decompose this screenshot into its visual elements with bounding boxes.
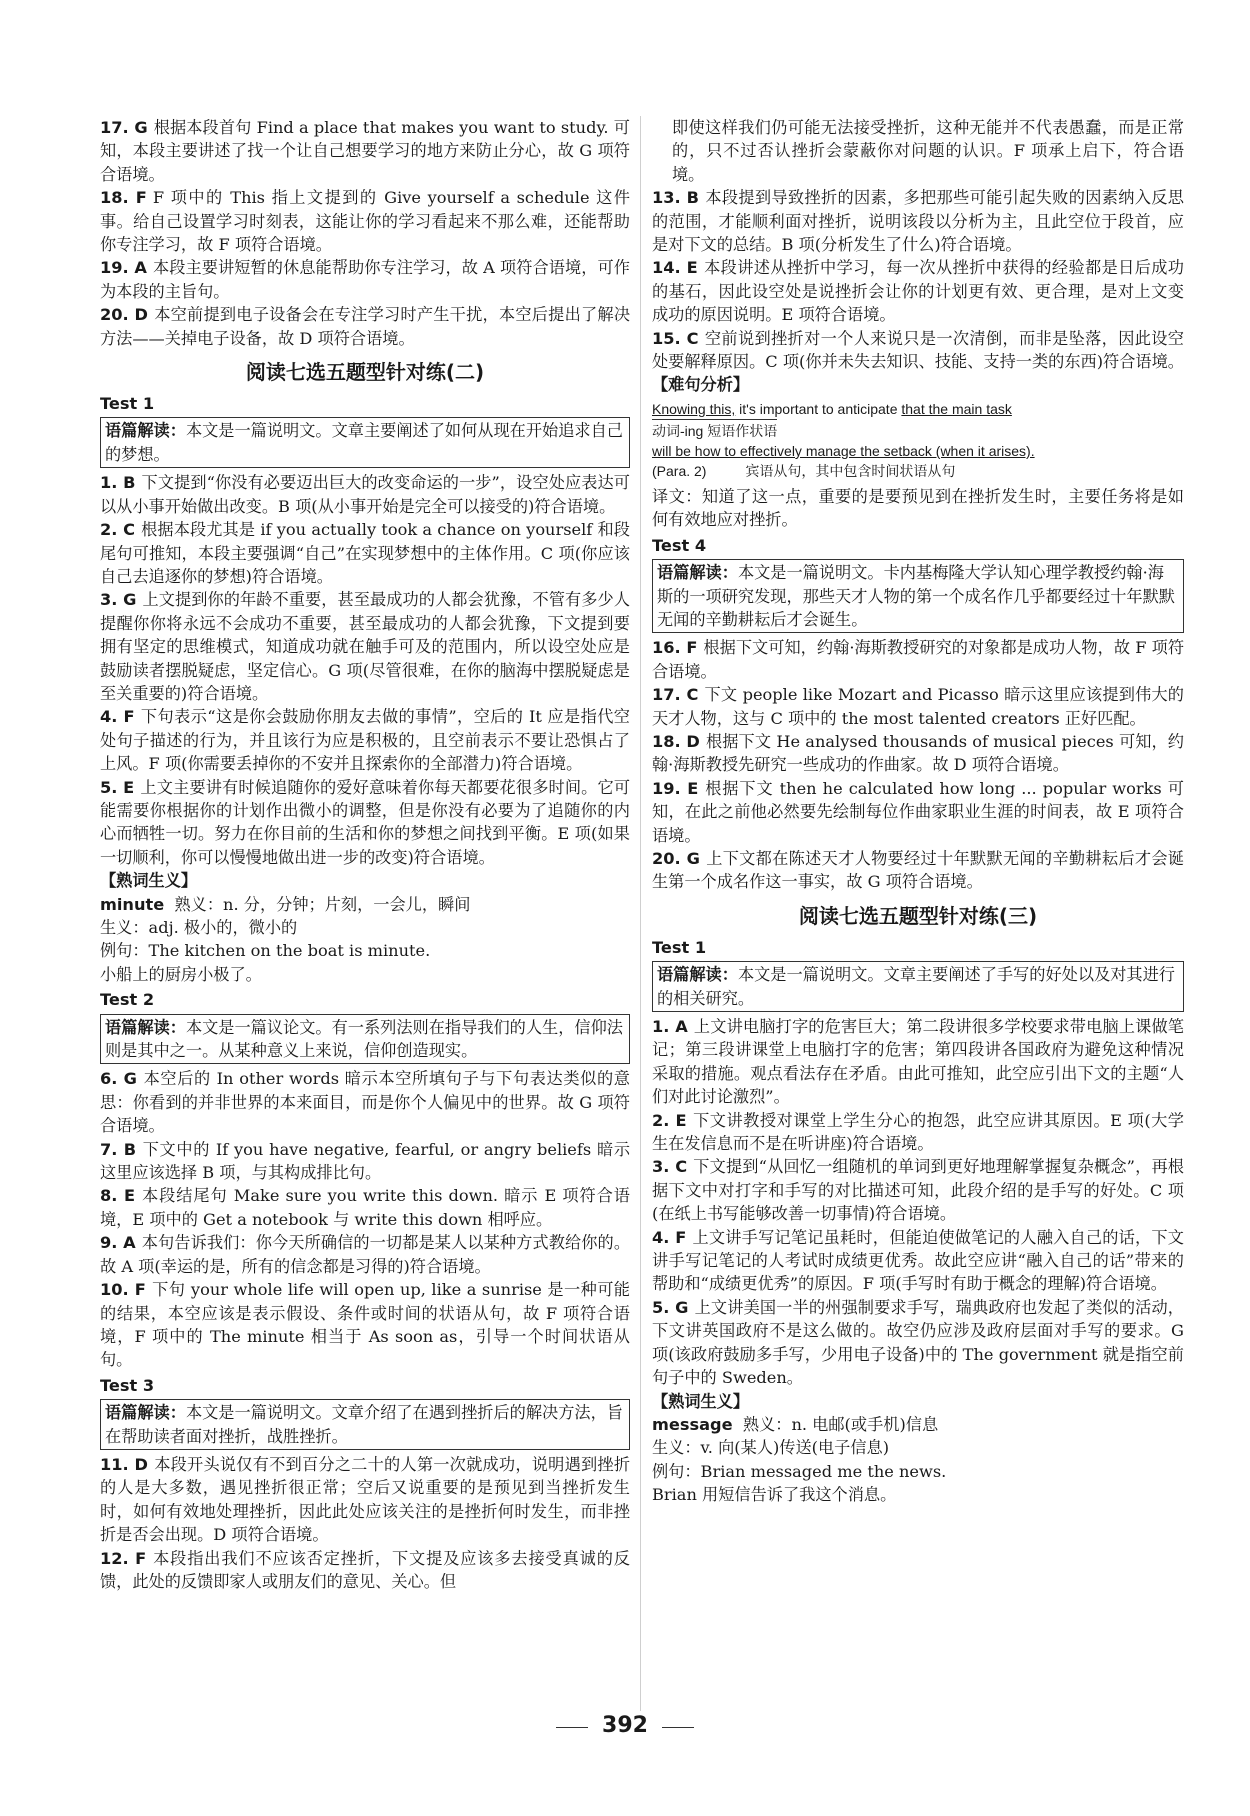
vocab-block-message bbox=[652, 1390, 1184, 1507]
answer-number: 3. G bbox=[100, 590, 137, 610]
test4-passage-box bbox=[652, 559, 1184, 633]
answer-item bbox=[652, 1226, 1184, 1296]
answer-item bbox=[100, 1453, 630, 1547]
vocab-block-minute bbox=[100, 869, 630, 986]
diagram-para: (Para. 2) bbox=[652, 462, 707, 479]
passage-head: 语篇解读： bbox=[657, 965, 738, 985]
test2-answer-list bbox=[100, 1067, 630, 1371]
answer-item bbox=[652, 1296, 1184, 1390]
answer-item bbox=[652, 683, 1184, 730]
answer-explanation: 上文提到你的年龄不重要，甚至最成功的人都会犹豫，不管有多少人提醒你你将永远不会成功不重要，甚至最成功的人都会犹豫，下文提到要拥有坚定的思维模式，知道成功就在触手可及的范围内，所以设空处应是鼓励读者摆脱疑虑，坚定信心。G 项(尽管很难，在你的脑海中摆脱疑虑是至关重要的)符合语境。 bbox=[100, 590, 630, 703]
translation: 译文：知道了这一点，重要的是要预见到在挫折发生时，主要任务将是如何有效地应对挫折。 bbox=[652, 486, 1184, 530]
answer-number: 1. A bbox=[652, 1017, 688, 1036]
vocab-heading: 【熟词生义】 bbox=[652, 1391, 750, 1411]
answer-item bbox=[100, 1138, 630, 1185]
answer-number: 10. F bbox=[100, 1280, 146, 1300]
vocab-familiar: 熟义：n. 电邮(或手机)信息 bbox=[742, 1414, 939, 1434]
answer-number: 16. F bbox=[652, 638, 698, 658]
answer-item bbox=[652, 1015, 1184, 1109]
answer-explanation: 本段主要讲短暂的休息能帮助你专注学习，故 A 项符合语境，可作为本段的主旨句。 bbox=[100, 258, 630, 301]
answer-explanation: 下文 people like Mozart and Picasso 暗示这里应该提到伟大的天才人物，这与 C 项中的 the most talented creators 正好匹配。 bbox=[652, 685, 1184, 728]
answer-explanation: 空前说到挫折对一个人来说只是一次清倒，而非是坠落，因此设空处要解释原因。C 项(你并未失去知识、技能、支持一类的东西)符合语境。 bbox=[652, 328, 1184, 372]
answer-number: 17. C bbox=[652, 685, 699, 705]
answer-number: 20. D bbox=[100, 305, 148, 325]
answer-number: 5. E bbox=[100, 777, 135, 797]
answer-item bbox=[652, 1109, 1184, 1156]
answer-number: 18. D bbox=[652, 731, 700, 751]
continued-text: 即使这样我们仍可能无法接受挫折，这种无能并不代表愚蠢，而是正常的，只不过否认挫折会蒙蔽你对问题的认识。F 项承上启下，符合语境。 bbox=[672, 118, 1184, 184]
answer-number: 4. F bbox=[100, 707, 135, 727]
answer-explanation: 根据本段首句 Find a place that makes you want to study. 可知，本段主要讲述了找一个让自己想要学习的地方来防止分心，故 G 项符合语境。 bbox=[100, 118, 630, 184]
answer-list-top bbox=[100, 116, 630, 350]
footer-dash-left bbox=[556, 1727, 588, 1728]
answer-explanation: 本段指出我们不应该否定挫折，下文提及应该多去接受真诚的反馈，此处的反馈即家人或朋友们的意见、关心。但 bbox=[100, 1548, 630, 1591]
answer-item bbox=[652, 730, 1184, 777]
section-title-2: 阅读七选五题型针对练(二) bbox=[245, 360, 485, 385]
answer-item bbox=[100, 776, 630, 870]
answer-item bbox=[100, 1184, 630, 1231]
passage-head: 语篇解读： bbox=[657, 563, 738, 583]
answer-number: 15. C bbox=[652, 328, 699, 348]
diagram-label-2: 宾语从句，其中包含时间状语从句 bbox=[745, 462, 956, 479]
passage-text: 本文是一篇说明文。文章主要阐述了如何从现在开始追求自己的梦想。 bbox=[105, 421, 623, 464]
answer-number: 8. E bbox=[100, 1186, 136, 1206]
answer-item bbox=[100, 256, 630, 303]
answer-item bbox=[100, 303, 630, 350]
passage-head: 语篇解读： bbox=[105, 421, 186, 441]
passage-text: 本文是一篇说明文。文章主要阐述了手写的好处以及对其进行的相关研究。 bbox=[657, 965, 1175, 1008]
answer-number: 17. G bbox=[100, 118, 148, 137]
vocab-word: message bbox=[652, 1414, 733, 1434]
vocab-example-cn: 小船上的厨房小极了。 bbox=[100, 964, 262, 984]
answer-number: 6. G bbox=[100, 1069, 137, 1089]
answer-item bbox=[652, 636, 1184, 683]
passage-head: 语篇解读： bbox=[105, 1017, 186, 1037]
test3-answer-list-cont bbox=[652, 186, 1184, 373]
answer-explanation: 下文中的 If you have negative, fearful, or angry beliefs 暗示这里应该选择 B 项，与其构成排比句。 bbox=[100, 1139, 631, 1183]
answer-explanation: 本空后的 In other words 暗示本空所填句子与下句表达类似的意思：你看到的并非世界的本来面目，而是你个人偏见中的世界。故 G 项符合语境。 bbox=[100, 1069, 630, 1136]
answer-item bbox=[100, 1547, 630, 1594]
answer-explanation: 下文提到“从回忆一组随机的单词到更好地理解掌握复杂概念”，再根据下文中对打字和手写的对比描述可知，此段介绍的是手写的好处。C 项(在纸上书写能够改善一切事情)符合语境。 bbox=[652, 1157, 1184, 1224]
answer-number: 3. C bbox=[652, 1157, 688, 1177]
answer-number: 4. F bbox=[652, 1227, 687, 1247]
answer-explanation: 本段讲述从挫折中学习，每一次从挫折中获得的经验都是日后成功的基石，因此设空处是说挫折会让你的计划更有效、更合理，是对上文变成功的原因说明。E 项符合语境。 bbox=[652, 258, 1184, 325]
answer-item bbox=[100, 1067, 630, 1137]
test4-answer-list bbox=[652, 636, 1184, 893]
test1-label: Test 1 bbox=[100, 394, 155, 414]
vocab-example-cn: Brian 用短信告诉了我这个消息。 bbox=[652, 1485, 897, 1505]
answer-number: 1. B bbox=[100, 473, 136, 493]
answer-explanation: 下句表示“这是你会鼓励你朋友去做的事情”，空后的 It 应是指代空处句子描述的行为，并且该行为应是积极的，且空前表示不要让恐惧占了上风。F 项(你需要丢掉你的不安并且探索你的全部潜力)符合语境。 bbox=[100, 707, 630, 774]
answer-explanation: 下文提到“你没有必要迈出巨大的改变命运的一步”，设空处应表达可以从小事开始做出改变。B 项(从小事开始是完全可以接受的)符合语境。 bbox=[100, 473, 630, 516]
answer-number: 19. A bbox=[100, 258, 147, 278]
answer-number: 9. A bbox=[100, 1233, 136, 1253]
answer-item bbox=[100, 705, 630, 775]
test1-answer-list bbox=[100, 471, 630, 869]
answer-number: 2. E bbox=[652, 1110, 687, 1130]
answer-explanation: 本句告诉我们：你今天所确信的一切都是某人以某种方式教给你的。故 A 项(幸运的是，所有的信念都是习得的)符合语境。 bbox=[100, 1233, 631, 1276]
answer-explanation: 上文讲美国一半的州强制要求手写，瑞典政府也发起了类似的活动，下文讲英国政府不是这么做的。故空仍应涉及政府层面对手写的要求。G 项(该政府鼓励多手写，少用电子设备)中的 The government 就是指空前句子中的 Sweden。 bbox=[652, 1297, 1184, 1388]
answer-number: 2. C bbox=[100, 520, 136, 540]
answer-number: 14. E bbox=[652, 258, 698, 278]
answer-explanation: 根据下文 He analysed thousands of musical pieces 可知，约翰·海斯教授先研究一些成功的作曲家。故 D 项符合语境。 bbox=[652, 731, 1184, 775]
test2-label: Test 2 bbox=[100, 990, 155, 1010]
right-column bbox=[652, 116, 1184, 1507]
test1-passage-box bbox=[100, 417, 630, 468]
answer-explanation: 根据本段尤其是 if you actually took a chance on yourself 和段尾句可推知，本段主要强调“自己”在实现梦想中的主体作用。C 项(你应该自己去追逐你的梦想)符合语境。 bbox=[100, 520, 630, 586]
test2-passage-box bbox=[100, 1014, 630, 1065]
vocab-heading: 【熟词生义】 bbox=[100, 871, 198, 891]
answer-explanation: 上文主要讲有时候追随你的爱好意味着你每天都要花很多时间。它可能需要你根据你的计划作出微小的调整，但是你没有必要为了追随你的内心而牺牲一切。努力在你目前的生活和你的梦想之间找到平衡。E 项(如果一切顺利，你可以慢慢地做出进一步的改变)符合语境。 bbox=[100, 777, 631, 867]
difficult-sentence-heading: 【难句分析】 bbox=[652, 375, 750, 395]
answer-item bbox=[100, 116, 630, 186]
answer-item bbox=[100, 518, 630, 588]
page-number: 392 bbox=[602, 1713, 648, 1738]
answer-explanation: 上下文都在陈述天才人物要经过十年默默无闻的辛勤耕耘后才会诞生第一个成名作这一事实，故 G 项符合语境。 bbox=[652, 848, 1184, 892]
diagram-phrase-2: it's important to anticipate bbox=[735, 400, 902, 417]
answer-item bbox=[652, 847, 1184, 894]
vocab-familiar: 熟义：n. 分，分钟；片刻，一会儿，瞬间 bbox=[174, 894, 471, 914]
answer-explanation: 根据下文 then he calculated how long ... popular works 可知，在此之前他必然要先绘制每位作曲家职业生涯的时间表，故 E 项符合语境。 bbox=[652, 778, 1184, 845]
answer-item bbox=[100, 186, 630, 256]
answer-number: 7. B bbox=[100, 1139, 137, 1159]
answer-item bbox=[100, 471, 630, 518]
answer-explanation: 下文讲教授对课堂上学生分心的抱怨，此空应讲其原因。E 项(大学生在发信息而不是在听讲座)符合语境。 bbox=[652, 1110, 1184, 1154]
column-divider bbox=[640, 116, 641, 1711]
section-title-3: 阅读七选五题型针对练(三) bbox=[798, 903, 1038, 928]
answer-number: 19. E bbox=[652, 778, 699, 798]
answer-item bbox=[652, 186, 1184, 256]
vocab-word: minute bbox=[100, 894, 165, 914]
passage-text: 本文是一篇议论文。有一系列法则在指导我们的人生，信仰法则是其中之一。从某种意义上来说，信仰创造现实。 bbox=[105, 1017, 623, 1061]
passage-text: 本文是一篇说明文。文章介绍了在遇到挫折后的解决方法，旨在帮助读者面对挫折，战胜挫折。 bbox=[105, 1403, 623, 1446]
answer-number: 13. B bbox=[652, 188, 699, 208]
sentence-diagram bbox=[652, 399, 1184, 481]
vocab-new: 生义：v. 向(某人)传送(电子信息) bbox=[652, 1438, 890, 1458]
page-footer bbox=[0, 1714, 1250, 1738]
passage-head: 语篇解读： bbox=[105, 1403, 186, 1423]
diagram-phrase-3: that the main task bbox=[901, 400, 1012, 417]
test1b-answer-list bbox=[652, 1015, 1184, 1390]
answer-number: 12. F bbox=[100, 1548, 147, 1568]
answer-explanation: 本段提到导致挫折的因素，多把那些可能引起失败的因素纳入反思的范围，才能顺利面对挫折，说明该段以分析为主，且此空位于段首，应是对下文的总结。B 项(分析发生了什么)符合语境。 bbox=[652, 188, 1184, 255]
answer-explanation: 根据下文可知，约翰·海斯教授研究的对象都是成功人物，故 F 项符合语境。 bbox=[652, 638, 1185, 681]
answer-number: 18. F bbox=[100, 188, 147, 208]
vocab-example-en: 例句：Brian messaged me the news. bbox=[652, 1461, 947, 1481]
answer-number: 20. G bbox=[652, 848, 700, 868]
left-column bbox=[100, 116, 630, 1593]
test1b-label: Test 1 bbox=[652, 937, 707, 957]
answer-explanation: F 项中的 This 指上文提到的 Give yourself a schedule 这件事。给自己设置学习时刻表，这能让你的学习看起来不那么难，还能帮助你专注学习，故 F 项符合语境。 bbox=[100, 188, 630, 255]
answer-item bbox=[100, 1278, 630, 1372]
answer-item bbox=[100, 588, 630, 705]
answer-explanation: 本段结尾句 Make sure you write this down. 暗示 E 项符合语境，E 项中的 Get a notebook 与 write this down 相呼应。 bbox=[100, 1186, 630, 1229]
answer-number: 5. G bbox=[652, 1297, 689, 1317]
answer-explanation: 下句 your whole life will open up, like a sunrise 是一种可能的结果，本空应该是表示假设、条件或时间的状语从句，故 F 项符合语境，F 项中的 The minute 相当于 As soon as，引导一个时间状语从句。 bbox=[100, 1280, 630, 1370]
answer-item bbox=[100, 1231, 630, 1278]
vocab-new: 生义：adj. 极小的，微小的 bbox=[100, 918, 298, 937]
passage-text: 本文是一篇说明文。卡内基梅隆大学认知心理学教授约翰·海斯的一项研究发现，那些天才人物的第一个成名作几乎都要经过十年默默无闻的辛勤耕耘后才会诞生。 bbox=[657, 563, 1175, 629]
answer-item bbox=[652, 256, 1184, 326]
test4-label: Test 4 bbox=[652, 535, 707, 555]
answer-explanation: 本空前提到电子设备会在专注学习时产生干扰，本空后提出了解决方法——关掉电子设备，故 D 项符合语境。 bbox=[100, 305, 631, 348]
test3-answer-list bbox=[100, 1453, 630, 1593]
test3-passage-box bbox=[100, 1399, 630, 1450]
answer-explanation: 上文讲电脑打字的危害巨大；第二段讲很多学校要求带电脑上课做笔记；第三段讲课堂上电脑打字的危害；第四段讲各国政府为避免这种情况采取的措施。观点看法存在矛盾。由此可推知，此空应引出下文的主题“人们对此讨论激烈”。 bbox=[652, 1017, 1184, 1107]
answer-item bbox=[652, 327, 1184, 374]
answer-explanation: 上文讲手写记笔记虽耗时，但能迫使做笔记的人融入自己的话，下文讲手写记笔记的人考试时成绩更优秀。故此空应讲“融入自己的话”带来的帮助和“成绩更优秀”的原因。F 项(手写时有助于概念的理解)符合语境。 bbox=[652, 1227, 1184, 1294]
footer-dash-right bbox=[662, 1727, 694, 1728]
answer-number: 11. D bbox=[100, 1454, 148, 1474]
answer-item bbox=[652, 777, 1184, 847]
diagram-phrase-1: Knowing this, bbox=[652, 400, 736, 417]
answer-explanation: 本段开头说仅有不到百分之二十的人第一次就成功，说明遇到挫折的人是大多数，遇见挫折很正常；空后又说重要的是预见到当挫折发生时，如何有效地处理挫折，因此此处应该关注的是挫折何时发生，而非挫折是否会出现。D 项符合语境。 bbox=[100, 1454, 631, 1545]
answer-item bbox=[652, 1155, 1184, 1225]
test3-label: Test 3 bbox=[100, 1375, 155, 1395]
diagram-label-1: 动词-ing 短语作状语 bbox=[652, 419, 777, 441]
vocab-example-en: 例句：The kitchen on the boat is minute. bbox=[100, 941, 431, 961]
test1b-passage-box bbox=[652, 961, 1184, 1012]
diagram-line-2: will be how to effectively manage the setback (when it arises). bbox=[652, 442, 1035, 459]
